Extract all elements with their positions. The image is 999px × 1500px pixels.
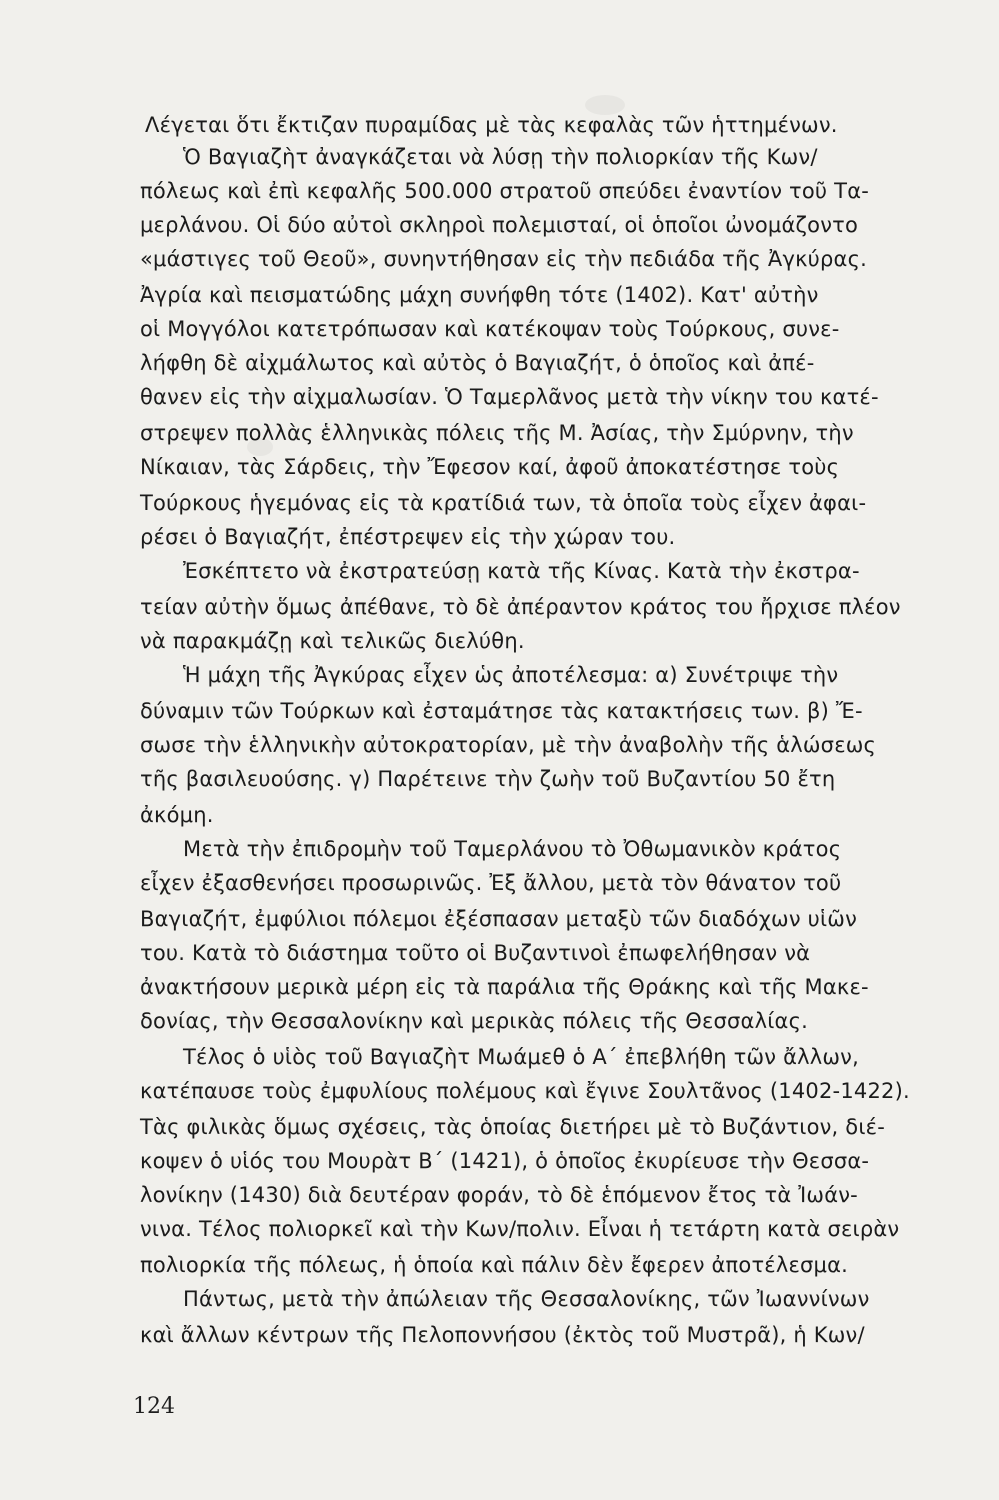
text-line: στρεψεν πολλὰς ἑλληνικὰς πόλεις τῆς Μ. Ἀσίας, τὴν Σμύρνην, τὴν: [140, 421, 854, 445]
text-line: λήφθη δὲ αἰχμάλωτος καὶ αὐτὸς ὁ Βαγιαζήτ, ὁ ὁποῖος καὶ ἀπέ-: [140, 351, 815, 375]
text-line: Τέλος ὁ υἱὸς τοῦ Βαγιαζὴτ Μωάμεθ ὁ Α΄ ἐπεβλήθη τῶν ἄλλων,: [183, 1045, 859, 1069]
text-line: εἶχεν ἐξασθενήσει προσωρινῶς. Ἐξ ἄλλου, μετὰ τὸν θάνατον τοῦ: [140, 871, 842, 895]
text-line: Ἐσκέπτετο νὰ ἐκστρατεύσῃ κατὰ τῆς Κίνας. Κατὰ τὴν ἐκστρα-: [183, 559, 860, 583]
page-number: 124: [133, 1394, 175, 1419]
text-line: θανεν εἰς τὴν αἰχμαλωσίαν. Ὁ Ταμερλᾶνος μετὰ τὴν νίκην του κατέ-: [140, 385, 879, 409]
text-line: δονίας, τὴν Θεσσαλονίκην καὶ μερικὰς πόλεις τῆς Θεσσαλίας.: [140, 1009, 808, 1033]
text-line: ρέσει ὁ Βαγιαζήτ, ἐπέστρεψεν εἰς τὴν χώραν του.: [140, 525, 676, 549]
text-line: Ἀγρία καὶ πεισματώδης μάχη συνήφθη τότε (1402). Κατ' αὐτὴν: [140, 283, 819, 307]
text-line: Τὰς φιλικὰς ὅμως σχέσεις, τὰς ὁποίας διετήρει μὲ τὸ Βυζάντιον, διέ-: [140, 1115, 885, 1139]
text-line: κατέπαυσε τοὺς ἐμφυλίους πολέμους καὶ ἔγινε Σουλτᾶνος (1402-1422).: [140, 1079, 910, 1103]
text-line: Ἡ μάχη τῆς Ἀγκύρας εἶχεν ὡς ἀποτέλεσμα: α) Συνέτριψε τὴν: [183, 663, 839, 687]
text-line: ἀνακτήσουν μερικὰ μέρη εἰς τὰ παράλια τῆς Θράκης καὶ τῆς Μακε-: [140, 975, 869, 999]
text-line: Βαγιαζήτ, ἐμφύλιοι πόλεμοι ἐξέσπασαν μεταξὺ τῶν διαδόχων υἱῶν: [140, 907, 858, 931]
text-line: νὰ παρακμάζῃ καὶ τελικῶς διελύθη.: [140, 629, 525, 653]
text-line: μερλάνου. Οἱ δύο αὐτοὶ σκληροὶ πολεμισταί, οἱ ὁποῖοι ὠνομάζοντο: [140, 213, 859, 237]
text-line: του. Κατὰ τὸ διάστημα τοῦτο οἱ Βυζαντινοὶ ἐπωφελήθησαν νὰ: [140, 941, 811, 965]
text-line: Μετὰ τὴν ἐπιδρομὴν τοῦ Ταμερλάνου τὸ Ὀθωμανικὸν κράτος: [183, 837, 842, 861]
text-line: «μάστιγες τοῦ Θεοῦ», συνηντήθησαν εἰς τὴν πεδιάδα τῆς Ἀγκύρας.: [140, 247, 868, 271]
text-line: κοψεν ὁ υἱός του Μουρὰτ Β΄ (1421), ὁ ὁποῖος ἐκυρίευσε τὴν Θεσσα-: [140, 1149, 870, 1173]
text-line: Τούρκους ἡγεμόνας εἰς τὰ κρατίδιά των, τὰ ὁποῖα τοὺς εἶχεν ἀφαι-: [140, 491, 867, 515]
text-line: πόλεως καὶ ἐπὶ κεφαλῆς 500.000 στρατοῦ σπεύδει ἐναντίον τοῦ Τα-: [140, 179, 870, 203]
text-line: Λέγεται ὅτι ἔκτιζαν πυραμίδας μὲ τὰς κεφαλὰς τῶν ἡττημένων.: [145, 113, 838, 137]
text-line: οἱ Μογγόλοι κατετρόπωσαν καὶ κατέκοψαν τοὺς Τούρκους, συνε-: [140, 317, 840, 341]
text-line: τῆς βασιλευούσης. γ) Παρέτεινε τὴν ζωὴν τοῦ Βυζαντίου 50 ἔτη: [140, 767, 836, 791]
text-line: τείαν αὐτὴν ὅμως ἀπέθανε, τὸ δὲ ἀπέραντον κράτος του ἤρχισε πλέον: [140, 595, 901, 619]
text-line: νινα. Τέλος πολιορκεῖ καὶ τὴν Κων/πολιν. Εἶναι ἡ τετάρτη κατὰ σειρὰν: [140, 1217, 900, 1241]
text-line: δύναμιν τῶν Τούρκων καὶ ἐσταμάτησε τὰς κατακτήσεις των. β) Ἔ-: [140, 699, 863, 723]
text-line: πολιορκία τῆς πόλεως, ἡ ὁποία καὶ πάλιν δὲν ἔφερεν ἀποτέλεσμα.: [140, 1253, 849, 1277]
text-line: λονίκην (1430) διὰ δευτέραν φοράν, τὸ δὲ ἑπόμενον ἔτος τὰ Ἰωάν-: [140, 1183, 858, 1207]
text-line: Ὁ Βαγιαζὴτ ἀναγκάζεται νὰ λύσῃ τὴν πολιορκίαν τῆς Κων/: [183, 145, 818, 169]
text-line: Νίκαιαν, τὰς Σάρδεις, τὴν Ἔφεσον καί, ἀφοῦ ἀποκατέστησε τοὺς: [140, 455, 840, 479]
text-line: καὶ ἄλλων κέντρων τῆς Πελοποννήσου (ἐκτὸς τοῦ Μυστρᾶ), ἡ Κων/: [140, 1323, 865, 1347]
text-line: ἀκόμη.: [140, 803, 214, 827]
text-line: Πάντως, μετὰ τὴν ἀπώλειαν τῆς Θεσσαλονίκης, τῶν Ἰωαννίνων: [183, 1287, 870, 1311]
text-line: σωσε τὴν ἑλληνικὴν αὐτοκρατορίαν, μὲ τὴν ἀναβολὴν τῆς ἁλώσεως: [140, 733, 877, 757]
